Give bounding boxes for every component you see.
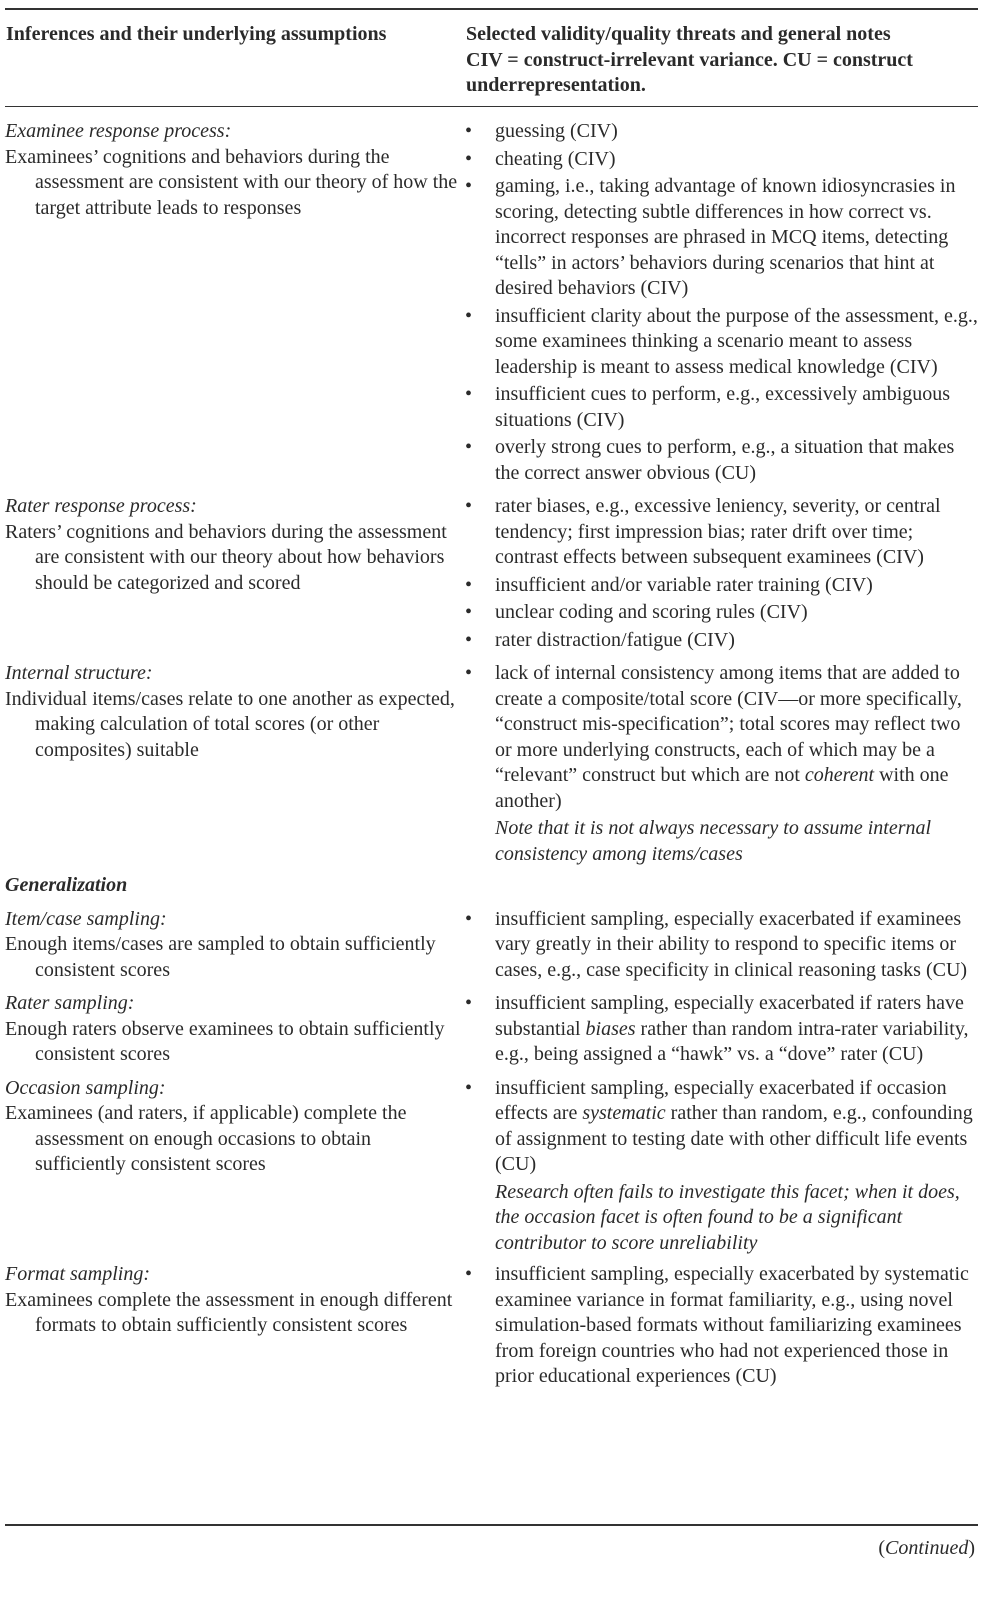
row-group-1: [5, 119, 980, 867]
table-row: [5, 494, 980, 655]
threat-text: insufficient sampling, especially exacerbated if examinees vary greatly in their ability to respond to specific items or cases, e.g., case specificity in clinical reasoning tasks (CU): [495, 907, 968, 981]
inference-cell: [5, 991, 465, 1070]
inference-cell: [5, 661, 465, 867]
threat-text: coherent: [804, 764, 875, 786]
table-row: [5, 1262, 980, 1392]
threat-text: gaming, i.e., taking advantage of known idiosyncrasies in scoring, detecting subtle differences in how correct vs. incorrect responses are phrased in MCQ items, detecting “tells” in actors’ behaviors during scenarios that hint at desired behaviors (CIV): [495, 175, 956, 299]
threats-cell: [465, 907, 980, 986]
header-rule: [5, 106, 978, 107]
inference-assumption: Examinees complete the assessment in enough different formats to obtain sufficiently consistent scores: [5, 1288, 453, 1336]
threat-text: guessing (CIV): [495, 120, 618, 142]
threat-item: [465, 382, 980, 433]
threat-item: [465, 1076, 980, 1178]
inference-assumption: Enough raters observe examinees to obtain sufficiently consistent scores: [5, 1017, 445, 1065]
inference-assumption: Individual items/cases relate to one another as expected, making calculation of total scores (or other composites) suitable: [5, 687, 455, 761]
inference-cell: [5, 1076, 465, 1257]
continued-label: (Continued): [878, 1537, 975, 1559]
section-heading-generalization: Generalization: [5, 874, 128, 896]
inference-assumption: Examinees’ cognitions and behaviors during the assessment are consistent with our theory of how the target attribute leads to responses: [5, 145, 458, 219]
threat-item: [465, 174, 980, 302]
table-row: [5, 119, 980, 488]
column-header-threats: [466, 22, 976, 99]
threat-text: systematic: [582, 1102, 666, 1124]
header-line-1: Selected validity/quality threats and general notes: [466, 23, 891, 45]
bottom-rule: [5, 1524, 978, 1526]
threat-text: rater biases, e.g., excessive leniency, severity, or central tendency; first impression bias; rater drift over time; contrast effects between subsequent examinees (CIV): [495, 495, 941, 568]
inference-title: Occasion sampling:: [5, 1076, 166, 1099]
inference-cell: [5, 907, 465, 986]
threat-text: insufficient clarity about the purpose of the assessment, e.g., some examinees thinking a scenario meant to assess leadership is meant to assess medical knowledge (CIV): [495, 304, 978, 378]
table-body: [5, 119, 980, 1398]
threat-text: insufficient sampling, especially exacerbated by systematic examinee variance in format familiarity, e.g., using novel simulation-based formats without familiarizing examinees from foreign countries who had not experienced those in prior educational experiences (CU): [495, 1263, 969, 1387]
threat-item: [465, 1262, 980, 1390]
threats-cell: [465, 1076, 980, 1257]
inference-assumption: Raters’ cognitions and behaviors during the assessment are consistent with our theory about how behaviors should be categorized and scored: [5, 520, 447, 594]
threat-note: Note that it is not always necessary to assume internal consistency among items/cases: [495, 817, 932, 865]
table-row: [5, 1076, 980, 1257]
inference-cell: [5, 119, 465, 488]
inference-title: Item/case sampling:: [5, 907, 167, 930]
threats-cell: [465, 991, 980, 1070]
threat-list: [465, 907, 980, 984]
threat-text: insufficient and/or variable rater training (CIV): [495, 573, 873, 596]
threats-cell: [465, 661, 980, 867]
threat-item: [465, 304, 980, 381]
threat-list: [465, 991, 980, 1068]
threat-item: [465, 907, 980, 984]
threat-item: [465, 573, 980, 599]
threat-item: [465, 991, 980, 1068]
top-rule: [5, 8, 978, 10]
threat-text: insufficient cues to perform, e.g., excessively ambiguous situations (CIV): [495, 383, 951, 431]
table-row: [5, 661, 980, 867]
threat-text: biases: [585, 1017, 636, 1040]
threat-list: [465, 119, 980, 486]
inference-title: Internal structure:: [5, 662, 153, 684]
row-group-generalization: [5, 907, 980, 1392]
threat-note: Research often fails to investigate this facet; when it does, the occasion facet is often found to be a significant contributor to score unreliability: [495, 1180, 960, 1254]
threat-text: lack of internal consistency among items that are added to create a composite/total score (CIV—or more specifically, “construct mis-specification”; total scores may reflect two or more underlying constructs, each of which may be a “relevant” construct but which are not: [495, 662, 962, 786]
threat-item: [465, 628, 980, 654]
table-row: [5, 991, 980, 1070]
inference-title: Rater sampling:: [5, 992, 135, 1014]
threat-text: rater distraction/fatigue (CIV): [495, 628, 735, 651]
threat-list: [465, 1262, 980, 1390]
threat-text: rather than random, e.g., confounding of assignment to testing date with other difficult life events (CU): [495, 1102, 973, 1175]
threat-text: cheating (CIV): [495, 147, 616, 170]
threat-list: [465, 1076, 980, 1178]
threat-text: unclear coding and scoring rules (CIV): [495, 601, 808, 623]
table-row: [5, 907, 980, 986]
threat-item: [465, 661, 980, 814]
threat-text: rather than random intra-rater variability, e.g., being assigned a “hawk” vs. a “dove” rater (CU): [495, 1017, 969, 1065]
threat-list: [465, 494, 980, 653]
threat-item: [465, 435, 980, 486]
inference-title: Examinee response process:: [5, 120, 232, 142]
threat-item: [465, 600, 980, 626]
threat-list: [465, 661, 980, 814]
threat-item: [465, 147, 980, 173]
threats-cell: [465, 1262, 980, 1392]
header-line-2: CIV = construct-irrelevant variance. CU = construct underrepresentation.: [466, 48, 913, 96]
inference-cell: [5, 1262, 465, 1392]
threat-text: overly strong cues to perform, e.g., a situation that makes the correct answer obvious (CU): [495, 436, 955, 484]
column-header-inferences: Inferences and their underlying assumptions: [6, 23, 387, 45]
threat-text: insufficient sampling, especially exacerbated if occasion effects are: [495, 1076, 947, 1124]
inference-title: Rater response process:: [5, 495, 197, 517]
threat-text: insufficient sampling, especially exacerbated if raters have substantial: [495, 992, 964, 1040]
continued-text: Continued: [884, 1537, 969, 1559]
threats-cell: [465, 119, 980, 488]
threats-cell: [465, 494, 980, 655]
inference-assumption: Examinees (and raters, if applicable) complete the assessment on enough occasions to obtain sufficiently consistent scores: [5, 1102, 407, 1175]
threat-text: with one another): [495, 764, 949, 812]
inference-cell: [5, 494, 465, 655]
inference-title: Format sampling:: [5, 1263, 150, 1285]
threat-item: [465, 119, 980, 145]
inference-assumption: Enough items/cases are sampled to obtain sufficiently consistent scores: [5, 933, 436, 981]
threat-item: [465, 494, 980, 571]
